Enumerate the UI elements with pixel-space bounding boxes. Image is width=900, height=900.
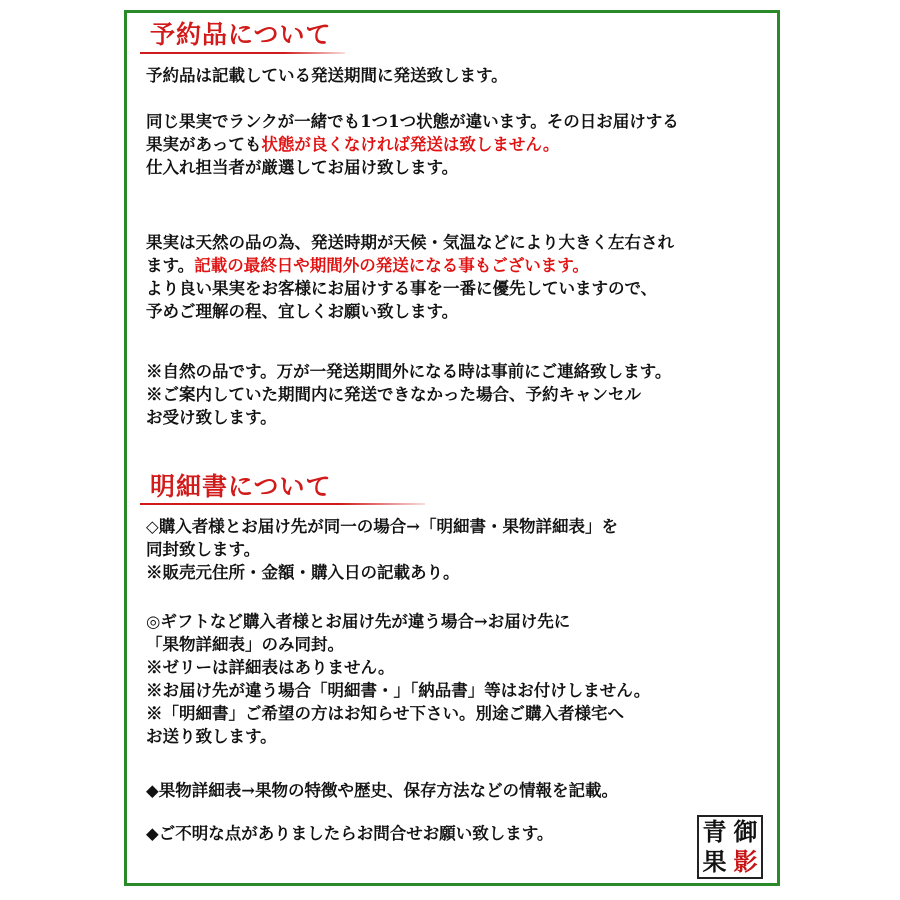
text-line: お送り致します。 [146, 727, 277, 746]
stamp-char: 果 [702, 847, 727, 876]
reservation-paragraph-2 [146, 110, 766, 179]
text-line [146, 133, 766, 156]
text-line: 予約品は記載している発送期間に発送致します。 [146, 66, 508, 85]
invoice-paragraph-2 [146, 610, 766, 748]
stamp-char: 影 [733, 847, 758, 876]
text-line: 予めご理解の程、宜しくお願い致します。 [146, 302, 459, 321]
text-line: ※自然の品です。万が一発送期間外になる時は事前にご連絡致します。 [146, 362, 672, 381]
text-line: ※ご案内していた期間内に発送できなかった場合、予約キャンセル [146, 385, 641, 404]
stamp-char: 青 [702, 817, 727, 846]
text-line: ◎ギフトなど購入者様とお届け先が違う場合→お届け先に [146, 612, 571, 631]
text-segment: 果実があっても [146, 135, 262, 154]
invoice-heading: 明細書について [150, 472, 332, 501]
stamp-char: 御 [733, 817, 758, 846]
text-line: ※お届け先が違う場合「明細書・」「納品書」等はお付けしません。 [146, 681, 651, 700]
reservation-heading: 予約品について [150, 20, 332, 49]
text-line: 同封致します。 [146, 540, 261, 559]
reservation-paragraph-3 [146, 231, 766, 323]
text-line: 果実は天然の品の為、発送時期が天候・気温などにより大きく左右され [146, 233, 674, 252]
invoice-paragraph-3 [146, 779, 766, 802]
text-line: 仕入れ担当者が厳選してお届け致します。 [146, 158, 459, 177]
text-line: ※ゼリーは詳細表はありません。 [146, 658, 395, 677]
shop-logo-stamp [697, 815, 763, 879]
warning-text: 状態が良くなければ発送は致しません。 [261, 135, 560, 154]
invoice-heading-underline [140, 503, 425, 505]
reservation-heading-underline [140, 52, 345, 54]
text-line: 「果物詳細表」のみ同封。 [146, 635, 344, 654]
text-line: ※販売元住所・金額・購入日の記載あり。 [146, 563, 460, 582]
text-segment: ます。 [146, 256, 195, 275]
warning-text: 記載の最終日や期間外の発送になる事もございます。 [194, 256, 589, 275]
reservation-paragraph-4 [146, 360, 766, 429]
text-line: お受け致します。 [146, 408, 277, 427]
text-line: ◇購入者様とお届け先が同一の場合→「明細書・果物詳細表」を [146, 517, 619, 536]
text-line: 同じ果実でランクが一緒でも1つ1つ状態が違います。その日お届けする [146, 112, 679, 131]
reservation-paragraph-1 [146, 64, 766, 87]
text-line: ◆ご不明な点がありましたらお問合せお願い致します。 [146, 824, 554, 843]
text-line: ◆果物詳細表→果物の特徴や歴史、保存方法などの情報を記載。 [146, 781, 619, 800]
text-line [146, 254, 766, 277]
text-line: ※「明細書」ご希望の方はお知らせ下さい。別途ご購入者様宅へ [146, 704, 625, 723]
text-line: より良い果実をお客様にお届けする事を一番に優先していますので、 [146, 279, 658, 298]
invoice-paragraph-1 [146, 515, 766, 584]
invoice-paragraph-4 [146, 817, 766, 846]
